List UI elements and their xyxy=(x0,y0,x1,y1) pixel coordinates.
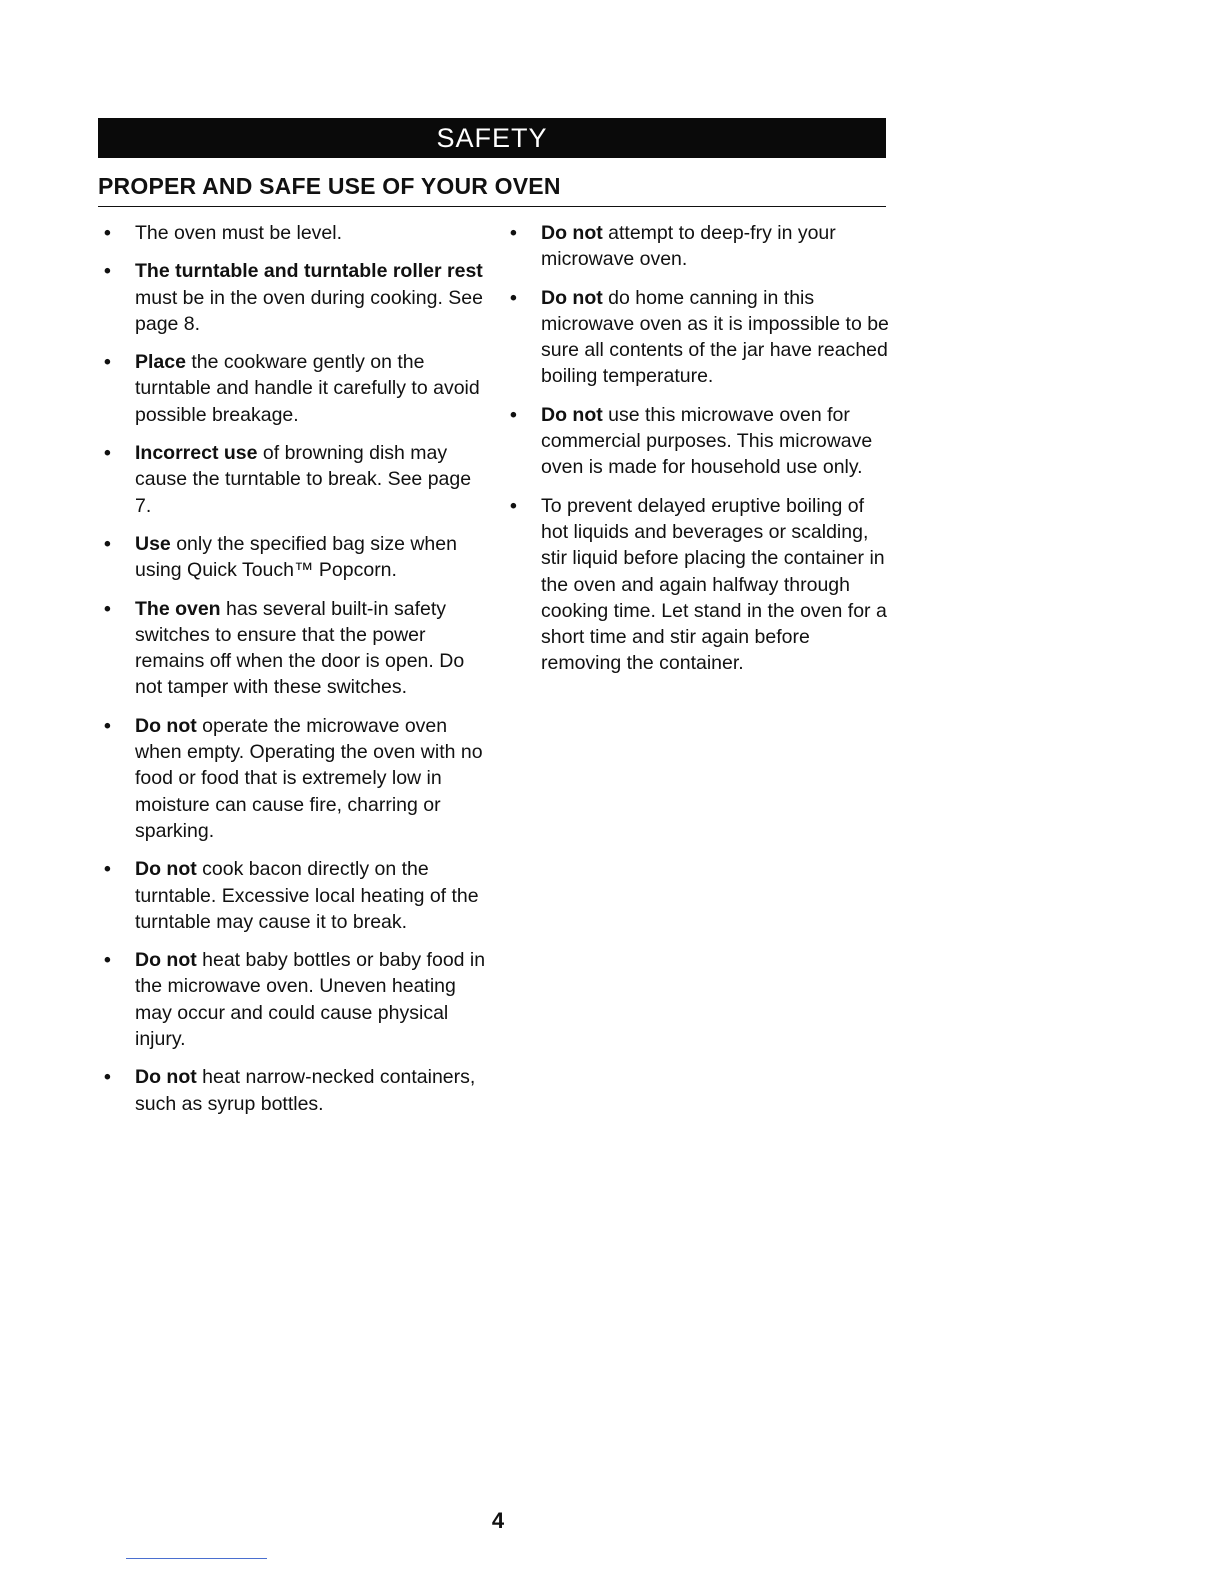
bullet-dot-icon: • xyxy=(104,858,111,881)
bullet-turntable-roller-rest: • The turntable and turntable roller rest must be in the oven during cooking. See page 8. xyxy=(104,260,483,335)
bullet-commercial-use: • Do not use this microwave oven for commercial purposes. This microwave oven is made for household use only. xyxy=(510,403,873,479)
bullet-dot-icon: • xyxy=(104,442,111,465)
bullet-baby-bottles: • Do not heat baby bottles or baby food in the microwave oven. Uneven heating may occur and could cause physical injury. xyxy=(104,949,486,1051)
bullet-dot-icon: • xyxy=(510,403,517,426)
bullet-oven-level: • The oven must be level. xyxy=(104,220,486,246)
page-number: 4 xyxy=(491,1508,505,1533)
bullet-dot-icon: • xyxy=(104,351,111,374)
left-column-bullet-list xyxy=(104,220,486,1129)
bullet-eruptive-boiling: • To prevent delayed eruptive boiling of hot liquids and beverages or scalding, stir liquid before placing the container in the oven and again halfway through cooking time. Let stand in the oven for a short time and stir again before removing the container. xyxy=(510,494,887,675)
bullet-dot-icon: • xyxy=(104,1066,111,1089)
bullet-dot-icon: • xyxy=(104,714,111,737)
bullet-bacon: • Do not cook bacon directly on the turntable. Excessive local heating of the turntable may cause it to break. xyxy=(104,858,479,933)
bullet-safety-switches: • The oven has several built-in safety switches to ensure that the power remains off when the door is open. Do not tamper with these switches. xyxy=(104,597,465,699)
bullet-operate-empty: • Do not operate the microwave oven when empty. Operating the oven with no food or food that is extremely low in moisture can cause fire, charring or sparking. xyxy=(104,714,483,842)
bullet-bag-size: • Use only the specified bag size when using Quick Touch™ Popcorn. xyxy=(104,532,457,582)
bullet-dot-icon: • xyxy=(510,286,517,309)
bullet-incorrect-use: • Incorrect use of browning dish may cause the turntable to break. See page 7. xyxy=(104,442,472,517)
bullet-home-canning: • Do not do home canning in this microwave oven as it is impossible to be sure all contents of the jar have reached boiling temperature. xyxy=(510,286,889,388)
bullet-deep-fry: • Do not attempt to deep-fry in your microwave oven. xyxy=(510,222,836,271)
bullet-dot-icon: • xyxy=(104,532,111,555)
bullet-narrow-necked: • Do not heat narrow-necked containers, such as syrup bottles. xyxy=(104,1066,476,1115)
bullet-dot-icon: • xyxy=(104,949,111,972)
right-column-bullet-list xyxy=(510,220,892,689)
footer-rule xyxy=(126,1558,267,1559)
bullet-dot-icon: • xyxy=(104,597,111,620)
safety-banner: SAFETY xyxy=(98,118,886,158)
bullet-dot-icon: • xyxy=(510,222,517,244)
bullet-dot-icon: • xyxy=(510,494,517,517)
bullet-dot-icon: • xyxy=(104,260,111,283)
bullet-dot-icon: • xyxy=(104,222,111,244)
section-title: PROPER AND SAFE USE OF YOUR OVEN xyxy=(98,172,886,207)
bullet-place-cookware: • Place the cookware gently on the turntable and handle it carefully to avoid possible breakage. xyxy=(104,351,480,426)
